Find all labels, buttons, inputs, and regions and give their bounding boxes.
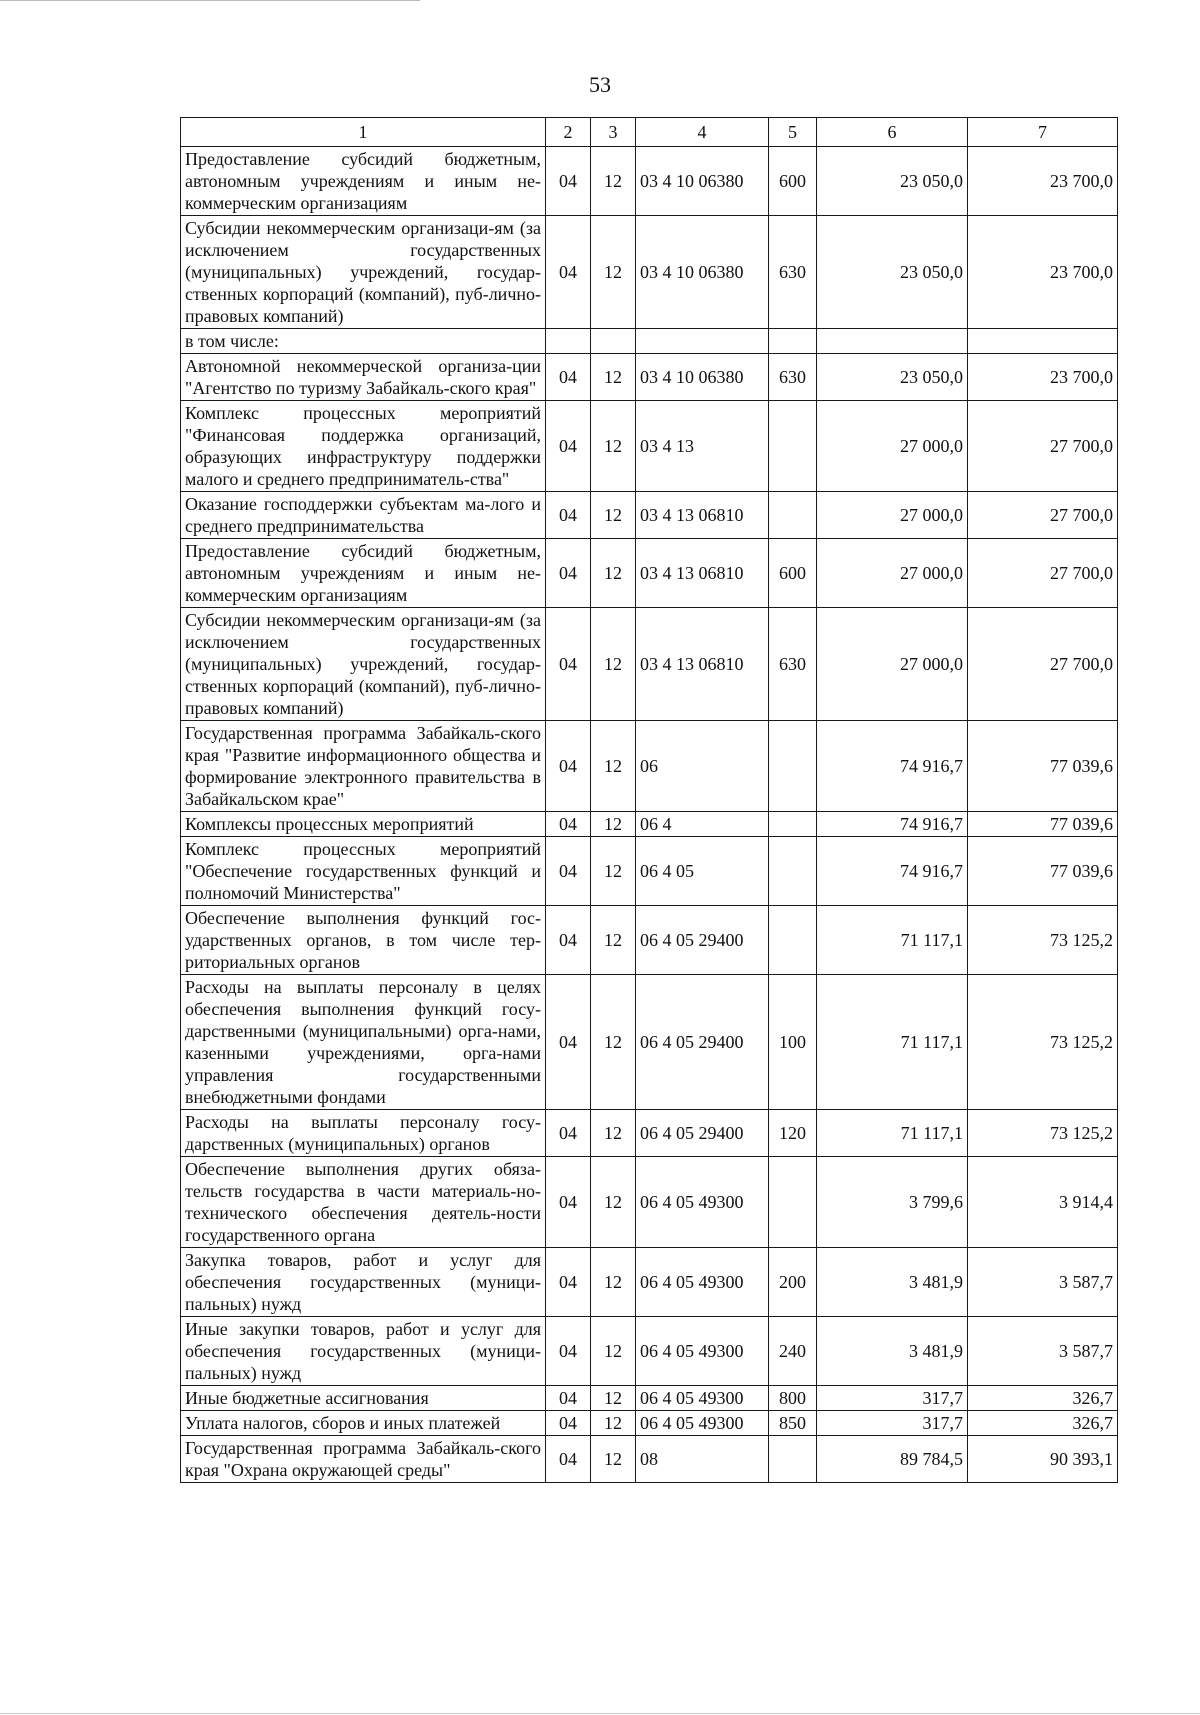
table-row <box>181 539 1118 608</box>
cell-section: 04 <box>546 401 591 492</box>
cell-amount-year1 <box>817 329 968 354</box>
column-header: 3 <box>591 118 636 147</box>
cell-amount-year2: 77 039,6 <box>968 721 1118 812</box>
cell-target-code: 06 4 05 49300 <box>636 1411 769 1436</box>
cell-amount-year2: 73 125,2 <box>968 906 1118 975</box>
table-row <box>181 354 1118 401</box>
cell-amount-year1: 317,7 <box>817 1386 968 1411</box>
cell-subsection: 12 <box>591 812 636 837</box>
cell-subsection: 12 <box>591 1436 636 1483</box>
cell-amount-year1: 317,7 <box>817 1411 968 1436</box>
cell-amount-year2: 3 587,7 <box>968 1248 1118 1317</box>
cell-amount-year1: 3 481,9 <box>817 1317 968 1386</box>
cell-subsection: 12 <box>591 216 636 329</box>
cell-name: Предоставление субсидий бюджетным, автономным учреждениям и иным не-коммерческим организациям <box>181 147 546 216</box>
cell-expense-type: 200 <box>769 1248 817 1317</box>
cell-expense-type: 120 <box>769 1110 817 1157</box>
cell-name: Автономной некоммерческой организа-ции "Агентство по туризму Забайкаль-ского края" <box>181 354 546 401</box>
cell-section: 04 <box>546 812 591 837</box>
table-row <box>181 975 1118 1110</box>
cell-target-code <box>636 329 769 354</box>
table-row <box>181 1110 1118 1157</box>
cell-name: Расходы на выплаты персоналу госу-дарственных (муниципальных) органов <box>181 1110 546 1157</box>
cell-section: 04 <box>546 906 591 975</box>
cell-subsection: 12 <box>591 1386 636 1411</box>
cell-subsection: 12 <box>591 1248 636 1317</box>
cell-amount-year2: 27 700,0 <box>968 401 1118 492</box>
cell-target-code: 06 4 05 49300 <box>636 1248 769 1317</box>
cell-expense-type: 630 <box>769 216 817 329</box>
table-row <box>181 1411 1118 1436</box>
cell-amount-year1: 27 000,0 <box>817 492 968 539</box>
cell-amount-year1: 3 799,6 <box>817 1157 968 1248</box>
cell-subsection: 12 <box>591 1110 636 1157</box>
cell-subsection: 12 <box>591 608 636 721</box>
cell-expense-type: 630 <box>769 608 817 721</box>
cell-subsection: 12 <box>591 1157 636 1248</box>
cell-name: в том числе: <box>181 329 546 354</box>
cell-subsection: 12 <box>591 147 636 216</box>
cell-amount-year2: 73 125,2 <box>968 975 1118 1110</box>
cell-amount-year2: 27 700,0 <box>968 492 1118 539</box>
cell-amount-year1: 3 481,9 <box>817 1248 968 1317</box>
cell-amount-year1: 23 050,0 <box>817 354 968 401</box>
cell-amount-year1: 27 000,0 <box>817 608 968 721</box>
table-row <box>181 1157 1118 1248</box>
cell-name: Оказание господдержки субъектам ма-лого и среднего предпринимательства <box>181 492 546 539</box>
cell-target-code: 08 <box>636 1436 769 1483</box>
cell-target-code: 06 4 05 49300 <box>636 1386 769 1411</box>
budget-table <box>180 117 1118 1483</box>
cell-target-code: 06 4 05 29400 <box>636 1110 769 1157</box>
scan-edge-bottom <box>0 1713 1200 1714</box>
cell-amount-year2: 77 039,6 <box>968 812 1118 837</box>
cell-expense-type <box>769 837 817 906</box>
cell-name: Закупка товаров, работ и услуг для обеспечения государственных (муници-пальных) нужд <box>181 1248 546 1317</box>
cell-target-code: 06 4 05 <box>636 837 769 906</box>
table-body <box>181 147 1118 1483</box>
cell-amount-year2: 326,7 <box>968 1386 1118 1411</box>
cell-expense-type <box>769 1436 817 1483</box>
cell-expense-type: 100 <box>769 975 817 1110</box>
column-header: 7 <box>968 118 1118 147</box>
cell-section: 04 <box>546 1436 591 1483</box>
cell-amount-year1: 71 117,1 <box>817 1110 968 1157</box>
cell-amount-year2: 23 700,0 <box>968 147 1118 216</box>
column-header: 1 <box>181 118 546 147</box>
table-row <box>181 721 1118 812</box>
cell-subsection: 12 <box>591 1411 636 1436</box>
cell-subsection: 12 <box>591 539 636 608</box>
cell-subsection: 12 <box>591 401 636 492</box>
cell-expense-type <box>769 401 817 492</box>
table-row <box>181 1386 1118 1411</box>
cell-subsection <box>591 329 636 354</box>
cell-expense-type: 800 <box>769 1386 817 1411</box>
cell-amount-year1: 27 000,0 <box>817 401 968 492</box>
page-number: 53 <box>589 72 611 97</box>
table-row <box>181 906 1118 975</box>
cell-target-code: 06 4 05 29400 <box>636 975 769 1110</box>
cell-name: Комплексы процессных мероприятий <box>181 812 546 837</box>
table-row <box>181 401 1118 492</box>
cell-amount-year2: 3 587,7 <box>968 1317 1118 1386</box>
cell-expense-type <box>769 1157 817 1248</box>
cell-amount-year1: 74 916,7 <box>817 721 968 812</box>
cell-amount-year1: 27 000,0 <box>817 539 968 608</box>
cell-target-code: 06 4 05 49300 <box>636 1317 769 1386</box>
cell-section: 04 <box>546 216 591 329</box>
cell-target-code: 06 4 05 29400 <box>636 906 769 975</box>
cell-section: 04 <box>546 1411 591 1436</box>
cell-amount-year1: 74 916,7 <box>817 837 968 906</box>
cell-amount-year2 <box>968 329 1118 354</box>
cell-name: Комплекс процессных мероприятий "Финансовая поддержка организаций, образующих инфраструктуру поддержки малого и среднего предприниматель-ства" <box>181 401 546 492</box>
cell-target-code: 06 4 05 49300 <box>636 1157 769 1248</box>
cell-name: Обеспечение выполнения других обяза-тельств государства в части материаль-но-технического обеспечения деятель-ности государственного органа <box>181 1157 546 1248</box>
cell-name: Иные бюджетные ассигнования <box>181 1386 546 1411</box>
cell-amount-year2: 90 393,1 <box>968 1436 1118 1483</box>
table-row <box>181 608 1118 721</box>
table-row <box>181 1248 1118 1317</box>
table-row <box>181 216 1118 329</box>
cell-section: 04 <box>546 1110 591 1157</box>
cell-amount-year2: 326,7 <box>968 1411 1118 1436</box>
table-row <box>181 147 1118 216</box>
cell-section: 04 <box>546 1317 591 1386</box>
cell-subsection: 12 <box>591 906 636 975</box>
cell-expense-type: 240 <box>769 1317 817 1386</box>
cell-name: Государственная программа Забайкаль-ского края "Охрана окружающей среды" <box>181 1436 546 1483</box>
cell-expense-type: 630 <box>769 354 817 401</box>
cell-amount-year1: 89 784,5 <box>817 1436 968 1483</box>
cell-subsection: 12 <box>591 492 636 539</box>
cell-expense-type <box>769 721 817 812</box>
cell-amount-year1: 74 916,7 <box>817 812 968 837</box>
cell-expense-type <box>769 492 817 539</box>
table-row <box>181 1317 1118 1386</box>
cell-name: Государственная программа Забайкаль-ского края "Развитие информационного общества и формирование электронного правительства в Забайкальском крае" <box>181 721 546 812</box>
table-row <box>181 1436 1118 1483</box>
table-header-row <box>181 118 1118 147</box>
table-row <box>181 837 1118 906</box>
cell-target-code: 03 4 13 06810 <box>636 608 769 721</box>
cell-name: Комплекс процессных мероприятий "Обеспечение государственных функций и полномочий Министерства" <box>181 837 546 906</box>
cell-subsection: 12 <box>591 975 636 1110</box>
cell-amount-year1: 23 050,0 <box>817 216 968 329</box>
cell-section: 04 <box>546 975 591 1110</box>
cell-target-code: 06 <box>636 721 769 812</box>
cell-section: 04 <box>546 1157 591 1248</box>
cell-section: 04 <box>546 1248 591 1317</box>
column-header: 2 <box>546 118 591 147</box>
cell-amount-year1: 71 117,1 <box>817 975 968 1110</box>
table-row <box>181 492 1118 539</box>
cell-section: 04 <box>546 492 591 539</box>
cell-target-code: 03 4 13 06810 <box>636 492 769 539</box>
cell-name: Уплата налогов, сборов и иных платежей <box>181 1411 546 1436</box>
cell-section: 04 <box>546 539 591 608</box>
cell-amount-year2: 23 700,0 <box>968 216 1118 329</box>
cell-section: 04 <box>546 147 591 216</box>
cell-amount-year2: 3 914,4 <box>968 1157 1118 1248</box>
table-row <box>181 812 1118 837</box>
cell-target-code: 06 4 <box>636 812 769 837</box>
cell-subsection: 12 <box>591 721 636 812</box>
cell-target-code: 03 4 13 06810 <box>636 539 769 608</box>
cell-name: Субсидии некоммерческим организаци-ям (за исключением государственных (муниципальных) учреждений, государ-ственных корпораций (компаний), пуб-лично-правовых компаний) <box>181 608 546 721</box>
cell-amount-year1: 71 117,1 <box>817 906 968 975</box>
cell-target-code: 03 4 10 06380 <box>636 216 769 329</box>
cell-expense-type: 850 <box>769 1411 817 1436</box>
cell-amount-year2: 77 039,6 <box>968 837 1118 906</box>
cell-expense-type <box>769 812 817 837</box>
table-row <box>181 329 1118 354</box>
cell-section: 04 <box>546 1386 591 1411</box>
column-header: 6 <box>817 118 968 147</box>
cell-name: Обеспечение выполнения функций гос-ударственных органов, в том числе тер-риториальных органов <box>181 906 546 975</box>
cell-section: 04 <box>546 837 591 906</box>
cell-amount-year1: 23 050,0 <box>817 147 968 216</box>
cell-expense-type: 600 <box>769 539 817 608</box>
cell-target-code: 03 4 13 <box>636 401 769 492</box>
cell-amount-year2: 23 700,0 <box>968 354 1118 401</box>
cell-amount-year2: 73 125,2 <box>968 1110 1118 1157</box>
cell-subsection: 12 <box>591 1317 636 1386</box>
cell-name: Расходы на выплаты персоналу в целях обеспечения выполнения функций госу-дарственными (муниципальными) орга-нами, казенными учреждениями, орга-нами управления государственными внебюджетными фондами <box>181 975 546 1110</box>
cell-expense-type <box>769 906 817 975</box>
cell-section: 04 <box>546 354 591 401</box>
cell-subsection: 12 <box>591 354 636 401</box>
cell-expense-type: 600 <box>769 147 817 216</box>
cell-amount-year2: 27 700,0 <box>968 539 1118 608</box>
cell-section: 04 <box>546 721 591 812</box>
cell-section <box>546 329 591 354</box>
cell-expense-type <box>769 329 817 354</box>
cell-target-code: 03 4 10 06380 <box>636 147 769 216</box>
cell-section: 04 <box>546 608 591 721</box>
column-header: 5 <box>769 118 817 147</box>
cell-subsection: 12 <box>591 837 636 906</box>
cell-amount-year2: 27 700,0 <box>968 608 1118 721</box>
cell-target-code: 03 4 10 06380 <box>636 354 769 401</box>
column-header: 4 <box>636 118 769 147</box>
cell-name: Иные закупки товаров, работ и услуг для обеспечения государственных (муници-пальных) нужд <box>181 1317 546 1386</box>
cell-name: Субсидии некоммерческим организаци-ям (за исключением государственных (муниципальных) учреждений, государ-ственных корпораций (компаний), пуб-лично-правовых компаний) <box>181 216 546 329</box>
scan-edge-top <box>0 0 420 1</box>
cell-name: Предоставление субсидий бюджетным, автономным учреждениям и иным не-коммерческим организациям <box>181 539 546 608</box>
